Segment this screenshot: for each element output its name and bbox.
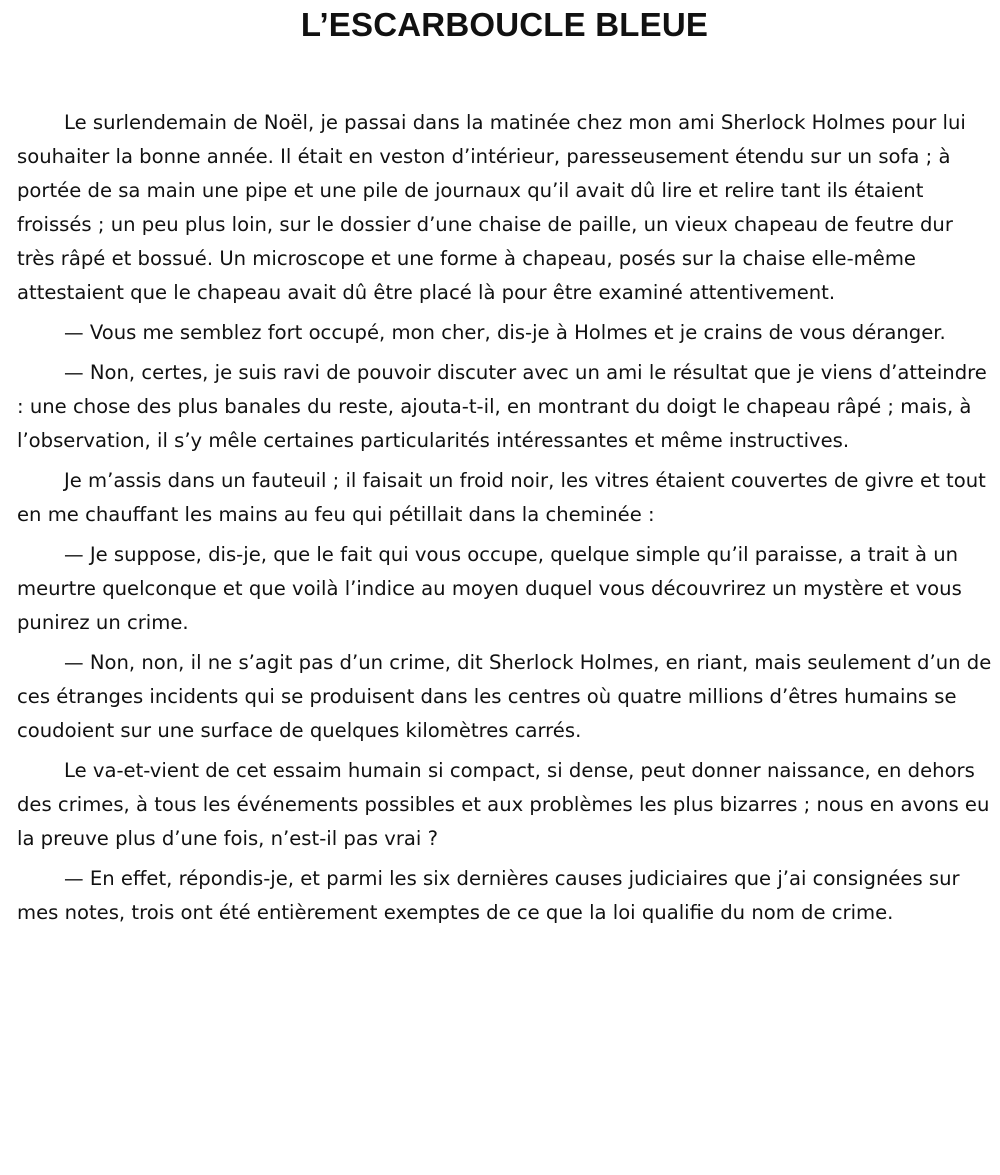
paragraph: — Vous me semblez fort occupé, mon cher, dis-je à Holmes et je crains de vous déranger. [64, 321, 946, 344]
paragraph: — Je suppose, dis-je, que le fait qui vous occupe, quelque simple qu’il paraisse, a trait à un meurtre quelconque et que voilà l’indice au moyen duquel vous découvrirez un mystère et vous punirez un crime. [17, 543, 962, 634]
paragraph: Le surlendemain de Noël, je passai dans la matinée chez mon ami Sherlock Holmes pour lui souhaiter la bonne année. Il était en veston d’intérieur, paresseusement étendu sur un sofa ; à portée de sa main une pipe et une pile de journaux qu’il avait dû lire et relire tant ils étaient froissés ; un peu plus loin, sur le dossier d’une chaise de paille, un vieux chapeau de feutre dur très râpé et bossué. Un microscope et une forme à chapeau, posés sur la chaise elle-même attestaient que le chapeau avait dû être placé là pour être examiné attentivement. [17, 111, 966, 304]
text-body [17, 106, 992, 930]
paragraph: — En effet, répondis-je, et parmi les six dernières causes judiciaires que j’ai consignées sur mes notes, trois ont été entièrement exemptes de ce que la loi qualifie du nom de crime. [17, 867, 960, 924]
chapter-title: L’ESCARBOUCLE BLEUE [300, 6, 709, 43]
paragraph: Je m’assis dans un fauteuil ; il faisait un froid noir, les vitres étaient couvertes de givre et tout en me chauffant les mains au feu qui pétillait dans la cheminée : [17, 469, 986, 526]
paragraph: — Non, non, il ne s’agit pas d’un crime, dit Sherlock Holmes, en riant, mais seulement d’un de ces étranges incidents qui se produisent dans les centres où quatre millions d’êtres humains se coudoient sur une surface de quelques kilomètres carrés. [17, 651, 992, 742]
paragraph: — Non, certes, je suis ravi de pouvoir discuter avec un ami le résultat que je viens d’atteindre : une chose des plus banales du reste, ajouta-t-il, en montrant du doigt le chapeau râpé ; mais, à l’observation, il s’y mêle certaines particularités intéressantes et même instructives. [17, 361, 987, 452]
paragraph: Le va-et-vient de cet essaim humain si compact, si dense, peut donner naissance, en dehors des crimes, à tous les événements possibles et aux problèmes les plus bizarres ; nous en avons eu la preuve plus d’une fois, n’est-il pas vrai ? [17, 759, 990, 850]
